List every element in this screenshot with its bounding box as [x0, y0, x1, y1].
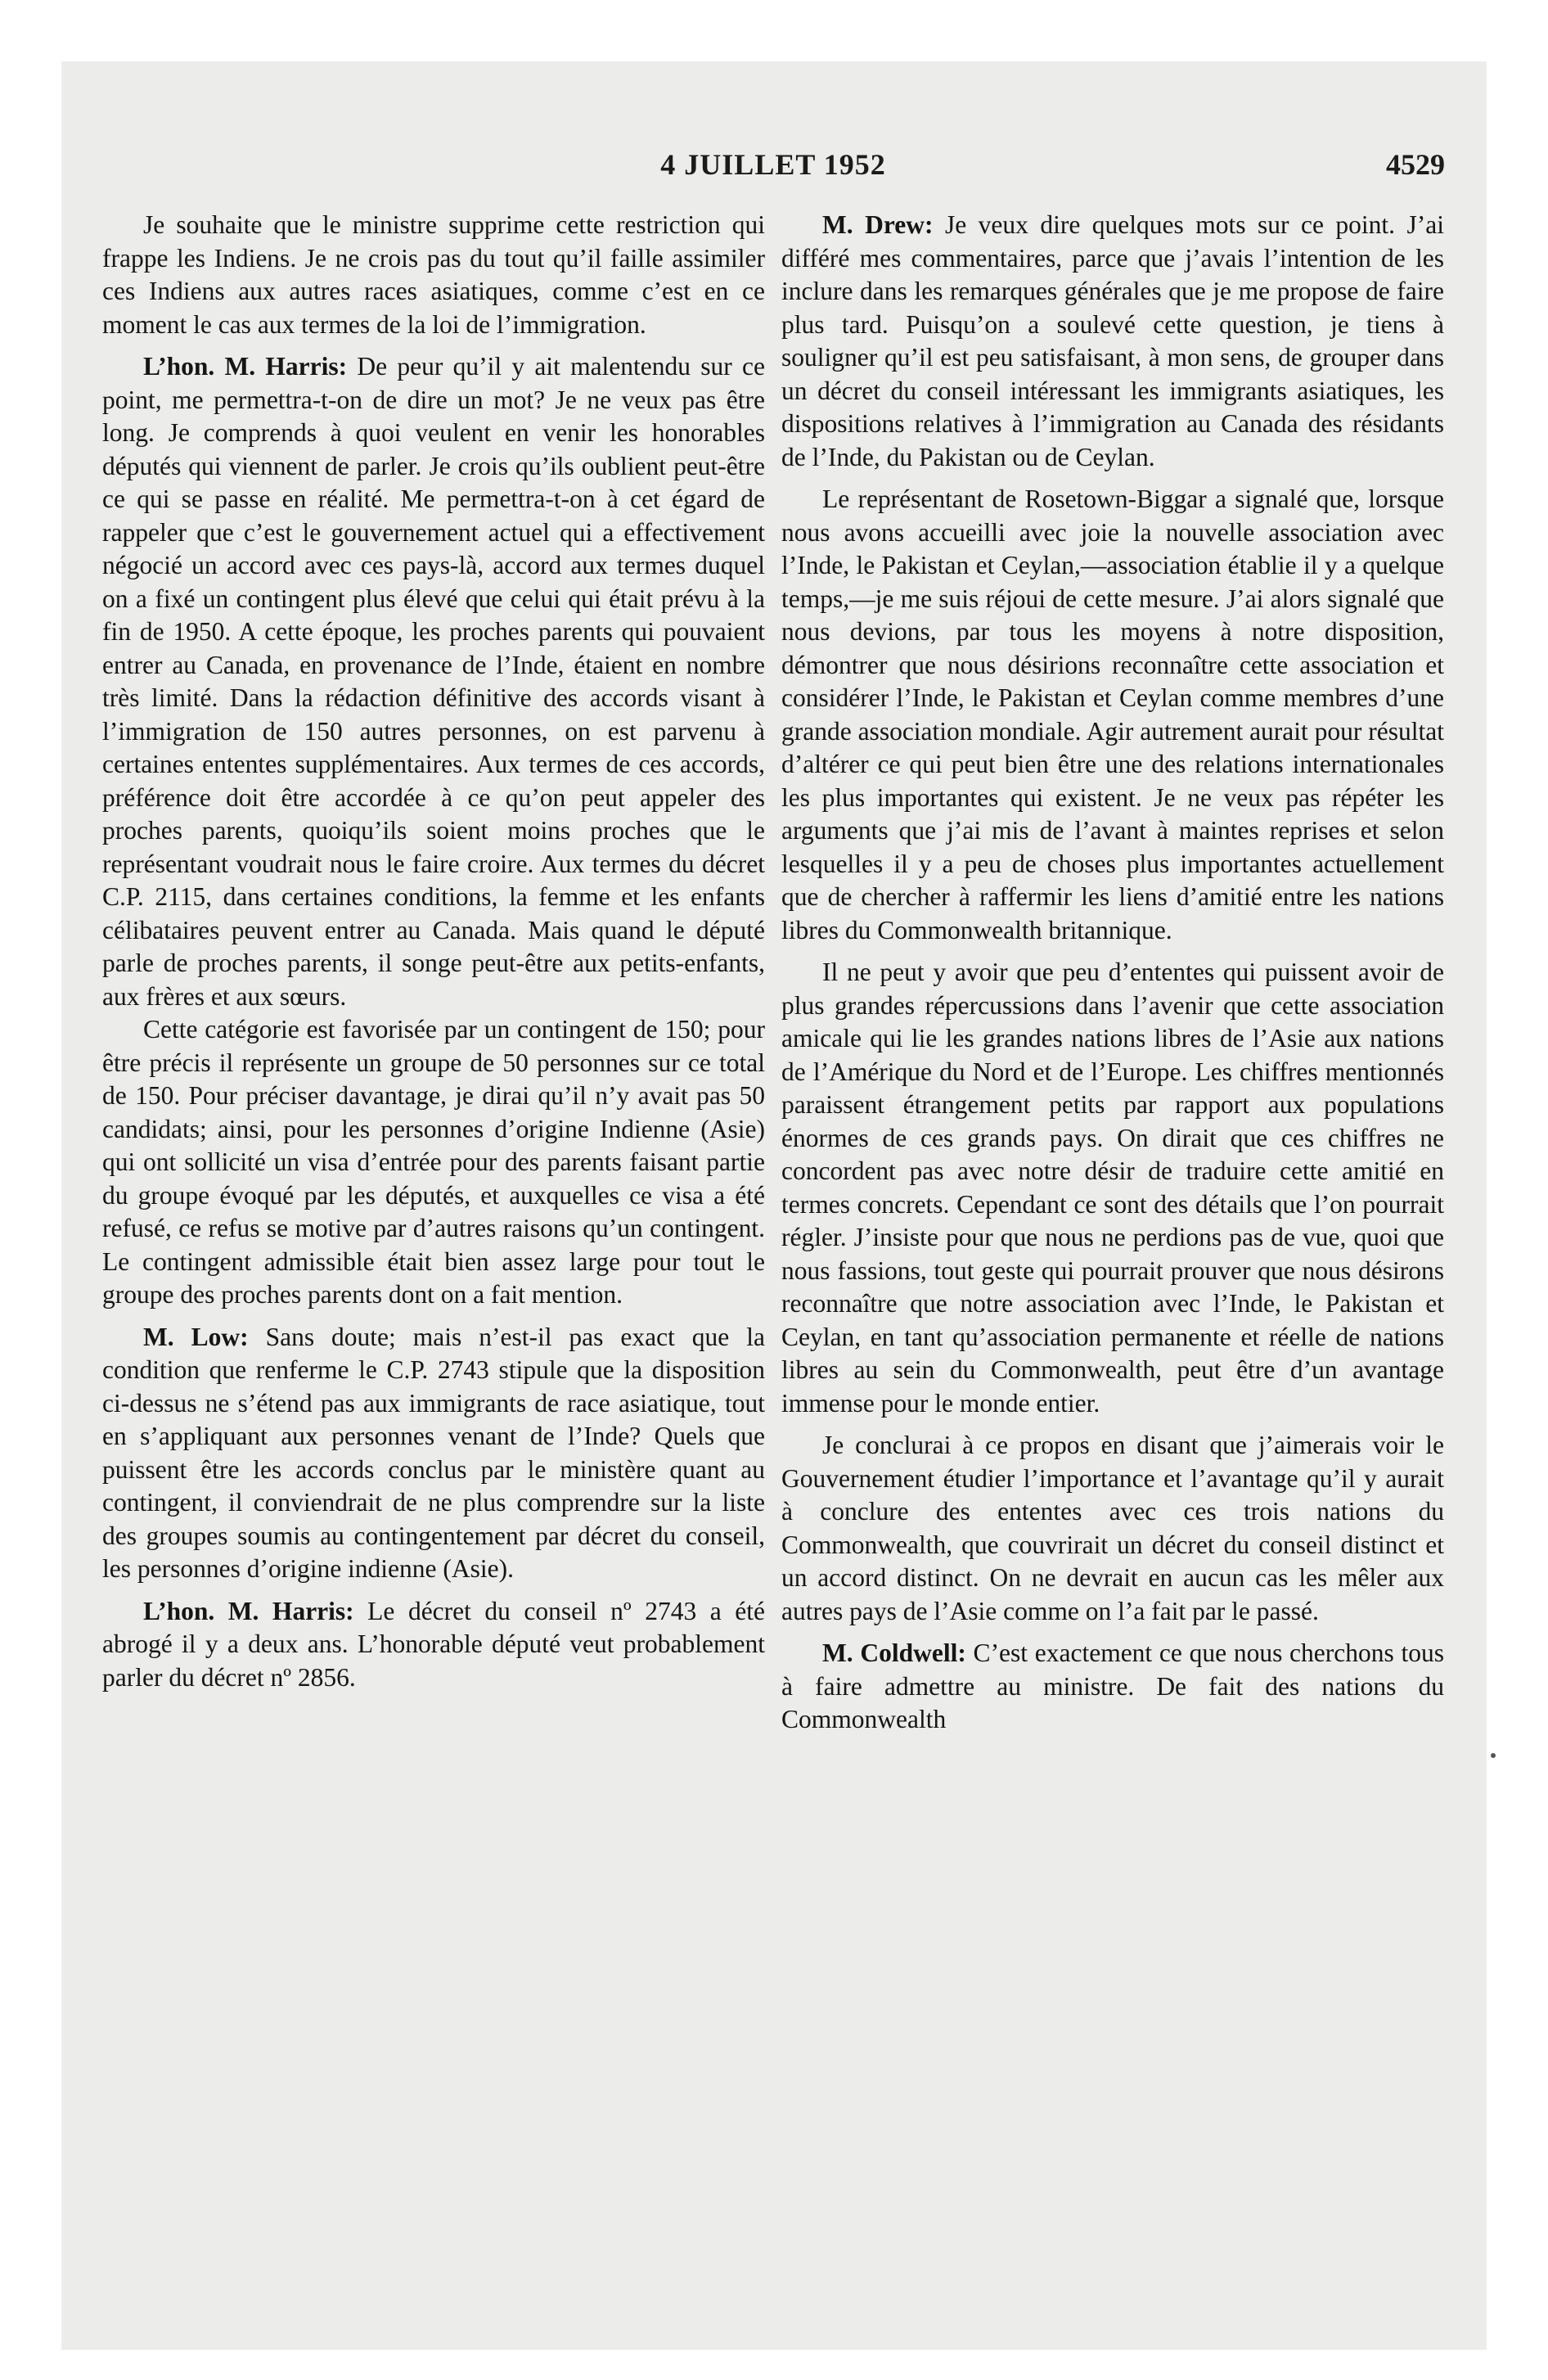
scan-speck — [1491, 1753, 1496, 1758]
paragraph-text: De peur qu’il y ait malentendu sur ce point, me permettra-t-on de dire un mot? Je ne veux pas être long. Je comprends à quoi veulent en venir les honorables députés qui viennent de parler. Je crois qu’ils oublient peut-être ce qui se passe en réalité. Me permettra-t-on à cet égard de rappeler que c’est le gouvernement actuel qui a effectivement négocié un accord avec ces pays-là, accord aux termes duquel on a fixé un contingent plus élevé que celui qui était prévu à la fin de 1950. A cette époque, les proches parents qui pouvaient entrer au Canada, en provenance de l’Inde, étaient en nombre très limité. Dans la rédaction définitive des accords visant à l’immigration de 150 autres personnes, on est parvenu à certaines ententes supplémentaires. Aux termes de ces accords, préférence doit être accordée à ce qu’on peut appeler des proches parents, quoiqu’ils soient moins proches que le représentant voudrait nous le faire croire. Aux termes du décret C.P. 2115, dans certaines conditions, la femme et les enfants célibataires peuvent entrer au Canada. Mais quand le député parle de proches parents, il songe peut-être aux petits-enfants, aux frères et aux sœurs. — [102, 352, 765, 1011]
paragraph-text: C’est exactement ce que nous cherchons tous à faire admettre au ministre. De fait des nations du Commonwealth — [781, 1639, 1444, 1733]
paragraph-text: Le représentant de Rosetown-Biggar a signalé que, lorsque nous avons accueilli avec joie la nouvelle association avec l’Inde, le Pakistan et Ceylan,—association établie il y a quelque temps,—je me suis réjoui de cette mesure. J’ai alors signalé que nous devions, par tous les moyens à notre disposition, démontrer que nous désirions reconnaître cette association et considérer l’Inde, le Pakistan et Ceylan comme membres d’une grande association mondiale. Agir autrement aurait pour résultat d’altérer ce qui peut bien être une des relations internationales les plus importantes qui existent. Je ne veux pas répéter les arguments que j’ai mis de l’avant à maintes reprises et selon lesquelles il y a peu de choses plus importantes actuellement que de chercher à raffermir les liens d’amitié entre les nations libres du Commonwealth britannique. — [781, 485, 1444, 944]
paragraph — [102, 209, 765, 341]
paragraph-text: Le décret du conseil nº 2743 a été abrogé il y a deux ans. L’honorable député veut probablement parler du décret nº 2856. — [102, 1596, 765, 1692]
page-header-date: 4 JUILLET 1952 — [660, 148, 886, 181]
paragraph — [102, 350, 765, 1013]
paragraph — [781, 956, 1444, 1420]
paragraph-text: Cette catégorie est favorisée par un contingent de 150; pour être précis il représente un groupe de 50 personnes sur ce total de 150. Pour préciser davantage, je dirai qu’il n’y avait pas 50 candidats; ainsi, pour les personnes d’origine Indienne (Asie) qui ont sollicité un visa d’entrée pour des parents faisant partie du groupe évoqué par les députés, et auxquelles ce visa a été refusé, ce refus se motive par d’autres raisons qu’un contingent. Le contingent admissible était bien assez large pour tout le groupe des proches parents dont on a fait mention. — [102, 1015, 765, 1309]
paragraph-text: Je veux dire quelques mots sur ce point. J’ai différé mes commentaires, parce que j’avais l’intention de les inclure dans les remarques générales que je me propose de faire plus tard. Puisqu’on a soulevé cette question, je tiens à souligner qu’il est peu satisfaisant, à mon sens, de grouper dans un décret du conseil intéressant les immigrants asiatiques, les dispositions relatives à l’immigration au Canada des résidants de l’Inde, du Pakistan ou de Ceylan. — [781, 210, 1444, 471]
paragraph — [781, 209, 1444, 474]
paragraph-text: Il ne peut y avoir que peu d’ententes qui puissent avoir de plus grandes répercussions dans l’avenir que cette association amicale qui lie les grandes nations libres de l’Asie aux nations de l’Amérique du Nord et de l’Europe. Les chiffres mentionnés paraissent étrangement petits par rapport aux populations énormes de ces grands pays. On dirait que ces chiffres ne concordent pas avec notre désir de traduire cette amitié en termes concrets. Cependant ce sont des détails que l’on pourrait régler. J’insiste pour que nous ne perdions pas de vue, quoi que nous fassions, tout geste qui pourrait prouver que nous désirons reconnaître que notre association avec l’Inde, le Pakistan et Ceylan, en tant qu’association permanente et réelle de nations libres au sein du Commonwealth, peut être d’un avantage immense pour le monde entier. — [781, 958, 1444, 1418]
paragraph — [781, 1637, 1444, 1737]
speaker-name: L’hon. M. Harris: — [143, 1596, 354, 1625]
speaker-name: M. Low: — [143, 1322, 249, 1351]
speaker-name: M. Coldwell: — [822, 1639, 966, 1667]
paragraph — [781, 483, 1444, 947]
paragraph — [102, 1321, 765, 1586]
paragraph-text: Je souhaite que le ministre supprime cette restriction qui frappe les Indiens. Je ne crois pas du tout qu’il faille assimiler ces Indiens aux autres races asiatiques, comme c’est en ce moment le cas aux termes de la loi de l’immigration. — [102, 210, 765, 339]
paragraph-text: Je conclurai à ce propos en disant que j’aimerais voir le Gouvernement étudier l’importance et l’avantage qu’il y aurait à conclure des ententes avec ces trois nations du Commonwealth, que couvrirait un décret du conseil distinct et un accord distinct. On ne devrait en aucun cas les mêler aux autres pays de l’Asie comme on l’a fait par le passé. — [781, 1431, 1444, 1625]
paragraph — [102, 1595, 765, 1695]
right-column — [781, 209, 1444, 1737]
paragraph-text: Sans doute; mais n’est-il pas exact que la condition que renferme le C.P. 2743 stipule que la disposition ci-dessus ne s’étend pas aux immigrants de race asiatique, tout en s’appliquant aux personnes venant de l’Inde? Quels que puissent être les accords conclus par le ministère quant au contingent, il conviendrait de ne plus comprendre sur la liste des groupes soumis au contingentement par décret du conseil, les personnes d’origine indienne (Asie). — [102, 1322, 765, 1583]
left-column — [102, 209, 765, 1694]
page-number: 4529 — [1386, 148, 1445, 181]
paragraph — [102, 1013, 765, 1312]
speaker-name: L’hon. M. Harris: — [143, 352, 348, 381]
paragraph — [781, 1429, 1444, 1628]
speaker-name: M. Drew: — [822, 210, 934, 239]
